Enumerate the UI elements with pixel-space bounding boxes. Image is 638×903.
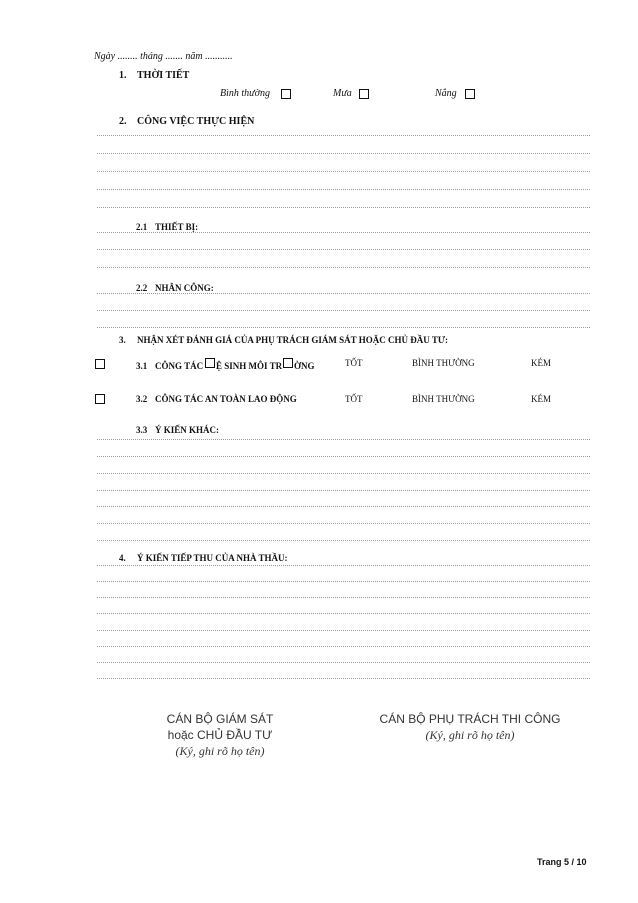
rating-good-label: TỐT: [345, 358, 363, 368]
date-line: Ngày ........ tháng ....... năm ...........: [94, 51, 233, 62]
equipment-line-2[interactable]: [97, 249, 590, 250]
weather-rain-checkbox[interactable]: [359, 89, 369, 99]
contractor-line-1[interactable]: [97, 565, 590, 566]
section-1-number: 1.: [119, 70, 127, 81]
other-comments-line-4[interactable]: [97, 490, 590, 491]
section-2-2-title: NHÂN CÔNG:: [155, 283, 214, 293]
section-3-1-title-mid: Ệ SINH MÔI TR: [216, 361, 283, 371]
weather-sunny-checkbox[interactable]: [465, 89, 475, 99]
section-3-title: NHẬN XÉT ĐÁNH GIÁ CỦA PHỤ TRÁCH GIÁM SÁT HOẶC CHỦ ĐẦU TƯ:: [137, 335, 449, 345]
weather-normal-checkbox[interactable]: [281, 89, 291, 99]
signature-left-subtitle: hoặc CHỦ ĐẦU TƯ: [167, 728, 273, 742]
contractor-line-7[interactable]: [97, 662, 590, 663]
contractor-line-2[interactable]: [97, 581, 590, 582]
page-number: Trang 5 / 10: [537, 857, 587, 867]
work-line-3[interactable]: [97, 171, 590, 172]
rating-poor-label: KÉM: [531, 358, 551, 368]
env-hygiene-checkbox[interactable]: [95, 359, 105, 369]
section-4-number: 4.: [119, 553, 126, 563]
weather-option-rain-label: Mưa: [333, 88, 352, 99]
other-comments-line-1[interactable]: [97, 439, 590, 440]
section-3-1-title: CÔNG TÁC: [155, 361, 204, 371]
rating-poor-label: KÉM: [531, 394, 551, 404]
section-4-title: Ý KIẾN TIẾP THU CỦA NHÀ THẦU:: [137, 553, 288, 563]
other-comments-line-6[interactable]: [97, 523, 590, 524]
work-line-1[interactable]: [97, 135, 590, 136]
labor-line-2[interactable]: [97, 310, 590, 311]
equipment-line-1[interactable]: [97, 232, 590, 233]
signature-right-instruction: (Ký, ghi rõ họ tên): [425, 728, 515, 742]
labor-line-3[interactable]: [97, 327, 590, 328]
contractor-line-6[interactable]: [97, 646, 590, 647]
labor-line-1[interactable]: [97, 293, 590, 294]
contractor-line-4[interactable]: [97, 613, 590, 614]
work-line-2[interactable]: [97, 153, 590, 154]
labor-safety-checkbox[interactable]: [95, 394, 105, 404]
other-comments-line-3[interactable]: [97, 473, 590, 474]
signature-left-title: CÁN BỘ GIÁM SÁT: [166, 712, 274, 726]
other-comments-line-5[interactable]: [97, 506, 590, 507]
section-2-2-number: 2.2: [136, 283, 148, 293]
work-line-4[interactable]: [97, 189, 590, 190]
section-2-number: 2.: [119, 116, 127, 127]
section-1-title: THỜI TIẾT: [137, 70, 190, 81]
rating-normal-label: BÌNH THƯỜNG: [412, 394, 475, 404]
section-3-number: 3.: [119, 335, 126, 345]
section-3-1-number: 3.1: [136, 361, 148, 371]
section-2-1-title: THIẾT BỊ:: [155, 222, 199, 232]
rating-normal-label: BÌNH THƯỜNG: [412, 358, 475, 368]
section-3-2-title: CÔNG TÁC AN TOÀN LAO ĐỘNG: [155, 394, 297, 404]
section-3-3-number: 3.3: [136, 425, 148, 435]
weather-option-normal-label: Bình thường: [220, 88, 270, 99]
section-2-title: CÔNG VIỆC THỰC HIỆN: [137, 116, 255, 127]
contractor-line-3[interactable]: [97, 597, 590, 598]
env-hygiene-inline-box-2[interactable]: [283, 358, 293, 368]
work-line-5[interactable]: [97, 207, 590, 208]
rating-good-label: TỐT: [345, 394, 363, 404]
section-3-1-title-end: ỜNG: [294, 361, 315, 371]
section-2-1-number: 2.1: [136, 222, 148, 232]
other-comments-line-2[interactable]: [97, 456, 590, 457]
signature-right-title: CÁN BỘ PHỤ TRÁCH THI CÔNG: [379, 712, 561, 726]
section-3-3-title: Ý KIẾN KHÁC:: [155, 425, 220, 435]
equipment-line-3[interactable]: [97, 267, 590, 268]
contractor-line-5[interactable]: [97, 630, 590, 631]
env-hygiene-inline-box-1[interactable]: [205, 358, 215, 368]
weather-option-sunny-label: Nắng: [435, 88, 457, 99]
section-3-2-number: 3.2: [136, 394, 148, 404]
contractor-line-8[interactable]: [97, 678, 590, 679]
signature-left-instruction: (Ký, ghi rõ họ tên): [175, 744, 265, 758]
other-comments-line-7[interactable]: [97, 540, 590, 541]
